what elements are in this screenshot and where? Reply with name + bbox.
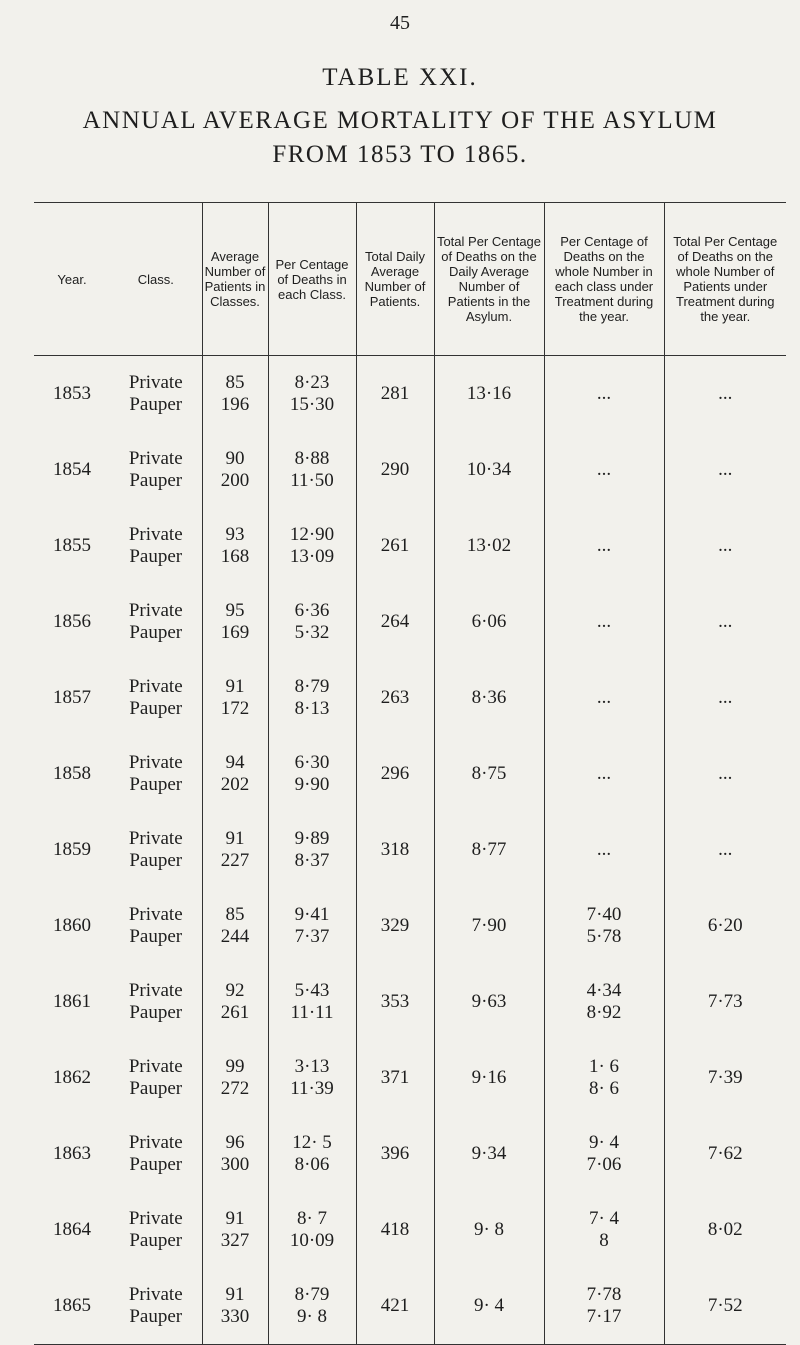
whole-private-value: ... [596, 535, 612, 556]
year-value: 1857 [53, 687, 91, 708]
table-row [34, 508, 786, 584]
table-row [34, 1192, 786, 1268]
private-number: 91 [225, 1208, 245, 1229]
year-cell [34, 1116, 110, 1192]
header-total-daily: Total Daily Average Number of Patients. [356, 203, 434, 356]
year-cell [34, 964, 110, 1040]
total-daily-cell [356, 1268, 434, 1345]
percentage-class-cell [268, 1192, 356, 1268]
year-cell [34, 812, 110, 888]
pauper-number: 172 [220, 698, 250, 719]
mortality-table [34, 202, 786, 1345]
pauper-number: 227 [220, 850, 250, 871]
total-percentage-value: 6·06 [471, 611, 507, 632]
total-percentage-whole-cell [664, 356, 786, 433]
total-percentage-value: 13·16 [466, 383, 512, 404]
pauper-number: 200 [220, 470, 250, 491]
year-value: 1862 [53, 1067, 91, 1088]
class-cell [110, 1268, 202, 1345]
pauper-percentage: 13·09 [289, 546, 335, 567]
private-percentage: 8·79 [294, 1284, 330, 1305]
private-number: 85 [225, 904, 245, 925]
percentage-whole-class-cell [544, 964, 664, 1040]
subtitle-line-1: ANNUAL AVERAGE MORTALITY OF THE ASYLUM [82, 107, 718, 134]
whole-private-value: 7·40 [586, 904, 622, 925]
percentage-whole-class-cell [544, 736, 664, 812]
table-row [34, 812, 786, 888]
total-percentage-daily-cell [434, 1116, 544, 1192]
class-private-label: Private [128, 524, 183, 545]
private-percentage: 3·13 [294, 1056, 330, 1077]
year-cell [34, 508, 110, 584]
total-percentage-daily-cell [434, 1268, 544, 1345]
year-value: 1854 [53, 459, 91, 480]
private-number: 96 [225, 1132, 245, 1153]
class-private-label: Private [128, 1284, 183, 1305]
whole-private-value: 1· 6 [588, 1056, 620, 1077]
private-number: 90 [225, 448, 245, 469]
total-whole-value: 8·02 [707, 1219, 743, 1240]
percentage-class-cell [268, 660, 356, 736]
total-percentage-whole-cell [664, 1116, 786, 1192]
class-private-label: Private [128, 676, 183, 697]
average-number-cell [202, 508, 268, 584]
year-cell [34, 660, 110, 736]
percentage-whole-class-cell [544, 584, 664, 660]
class-pauper-label: Pauper [129, 850, 183, 871]
year-value: 1860 [53, 915, 91, 936]
total-daily-cell [356, 584, 434, 660]
total-whole-value: ... [718, 839, 733, 860]
class-cell [110, 1040, 202, 1116]
class-private-label: Private [128, 1056, 183, 1077]
total-percentage-whole-cell [664, 508, 786, 584]
whole-private-value: 4·34 [586, 980, 622, 1001]
private-percentage: 9·89 [294, 828, 330, 849]
class-private-label: Private [128, 1208, 183, 1229]
private-percentage: 6·30 [294, 752, 330, 773]
class-private-label: Private [128, 980, 183, 1001]
percentage-whole-class-cell [544, 1268, 664, 1345]
private-number: 92 [225, 980, 245, 1001]
total-percentage-whole-cell [664, 1268, 786, 1345]
total-whole-value: 7·52 [707, 1295, 743, 1316]
private-number: 94 [225, 752, 245, 773]
total-daily-value: 263 [380, 687, 410, 708]
private-percentage: 9·41 [294, 904, 330, 925]
class-private-label: Private [128, 1132, 183, 1153]
total-whole-value: 6·20 [707, 915, 743, 936]
total-percentage-whole-cell [664, 888, 786, 964]
table-subtitle [0, 104, 800, 172]
total-daily-value: 290 [380, 459, 410, 480]
year-value: 1858 [53, 763, 91, 784]
class-pauper-label: Pauper [129, 1154, 183, 1175]
total-daily-cell [356, 356, 434, 433]
total-daily-value: 329 [380, 915, 410, 936]
average-number-cell [202, 1192, 268, 1268]
total-whole-value: 7·73 [707, 991, 743, 1012]
class-private-label: Private [128, 904, 183, 925]
table-row [34, 1116, 786, 1192]
table-row [34, 584, 786, 660]
header-year: Year. [34, 203, 110, 356]
average-number-cell [202, 888, 268, 964]
total-daily-value: 353 [380, 991, 410, 1012]
class-cell [110, 584, 202, 660]
private-number: 91 [225, 828, 245, 849]
total-whole-value: ... [718, 763, 733, 784]
whole-pauper-value: 7·17 [586, 1306, 622, 1327]
total-whole-value: ... [718, 535, 733, 556]
private-percentage: 6·36 [294, 600, 330, 621]
pauper-percentage: 8·06 [294, 1154, 330, 1175]
total-whole-value: ... [718, 611, 733, 632]
average-number-cell [202, 964, 268, 1040]
year-cell [34, 1268, 110, 1345]
pauper-percentage: 5·32 [294, 622, 330, 643]
total-percentage-value: 8·77 [471, 839, 507, 860]
average-number-cell [202, 432, 268, 508]
year-cell [34, 584, 110, 660]
percentage-class-cell [268, 812, 356, 888]
private-number: 91 [225, 676, 245, 697]
pauper-percentage: 11·50 [290, 470, 334, 491]
percentage-whole-class-cell [544, 1040, 664, 1116]
total-percentage-daily-cell [434, 1040, 544, 1116]
private-percentage: 5·43 [294, 980, 330, 1001]
class-cell [110, 812, 202, 888]
total-daily-value: 296 [380, 763, 410, 784]
table-row [34, 356, 786, 433]
year-value: 1856 [53, 611, 91, 632]
total-percentage-value: 8·36 [471, 687, 507, 708]
percentage-whole-class-cell [544, 888, 664, 964]
pauper-number: 300 [220, 1154, 250, 1175]
class-pauper-label: Pauper [129, 1002, 183, 1023]
whole-private-value: ... [596, 459, 612, 480]
total-percentage-daily-cell [434, 888, 544, 964]
total-whole-value: 7·39 [707, 1067, 743, 1088]
private-number: 85 [225, 372, 245, 393]
pauper-percentage: 7·37 [294, 926, 330, 947]
class-cell [110, 660, 202, 736]
whole-private-value: ... [596, 611, 612, 632]
total-daily-value: 418 [380, 1219, 410, 1240]
average-number-cell [202, 1116, 268, 1192]
total-daily-value: 281 [380, 383, 410, 404]
total-daily-cell [356, 736, 434, 812]
total-percentage-whole-cell [664, 1040, 786, 1116]
class-pauper-label: Pauper [129, 470, 183, 491]
total-percentage-daily-cell [434, 660, 544, 736]
total-percentage-whole-cell [664, 812, 786, 888]
class-cell [110, 1116, 202, 1192]
class-pauper-label: Pauper [129, 1078, 183, 1099]
percentage-whole-class-cell [544, 1116, 664, 1192]
private-percentage: 8·79 [294, 676, 330, 697]
average-number-cell [202, 736, 268, 812]
total-percentage-whole-cell [664, 432, 786, 508]
year-value: 1864 [53, 1219, 91, 1240]
pauper-number: 168 [220, 546, 250, 567]
percentage-whole-class-cell [544, 356, 664, 433]
total-percentage-whole-cell [664, 660, 786, 736]
average-number-cell [202, 812, 268, 888]
pauper-number: 169 [220, 622, 250, 643]
total-daily-cell [356, 432, 434, 508]
pauper-percentage: 9·90 [294, 774, 330, 795]
percentage-class-cell [268, 1268, 356, 1345]
subtitle-line-2: FROM 1853 TO 1865. [272, 141, 528, 168]
total-percentage-value: 9· 8 [473, 1219, 505, 1240]
header-total-percentage-daily: Total Per Centage of Deaths on the Daily Average Number of Patients in the Asylum. [434, 203, 544, 356]
total-whole-value: ... [718, 687, 733, 708]
year-cell [34, 736, 110, 812]
whole-pauper-value: 8·92 [586, 1002, 622, 1023]
pauper-number: 330 [220, 1306, 250, 1327]
percentage-whole-class-cell [544, 432, 664, 508]
whole-pauper-value: 8 [599, 1230, 609, 1251]
class-cell [110, 1192, 202, 1268]
class-pauper-label: Pauper [129, 1230, 183, 1251]
year-value: 1855 [53, 535, 91, 556]
year-cell [34, 356, 110, 433]
pauper-number: 261 [220, 1002, 250, 1023]
table-row [34, 1268, 786, 1345]
pauper-percentage: 8·37 [294, 850, 330, 871]
percentage-class-cell [268, 964, 356, 1040]
class-cell [110, 508, 202, 584]
total-percentage-value: 9· 4 [473, 1295, 505, 1316]
whole-private-value: ... [596, 687, 612, 708]
class-private-label: Private [128, 448, 183, 469]
average-number-cell [202, 1268, 268, 1345]
percentage-whole-class-cell [544, 1192, 664, 1268]
year-cell [34, 888, 110, 964]
total-percentage-value: 13·02 [466, 535, 512, 556]
pauper-number: 327 [220, 1230, 250, 1251]
total-daily-value: 421 [380, 1295, 410, 1316]
total-percentage-whole-cell [664, 736, 786, 812]
total-percentage-daily-cell [434, 736, 544, 812]
pauper-percentage: 9· 8 [296, 1306, 328, 1327]
average-number-cell [202, 356, 268, 433]
class-pauper-label: Pauper [129, 698, 183, 719]
average-number-cell [202, 660, 268, 736]
private-percentage: 8· 7 [296, 1208, 328, 1229]
total-daily-value: 371 [380, 1067, 410, 1088]
average-number-cell [202, 1040, 268, 1116]
table-row [34, 432, 786, 508]
total-whole-value: 7·62 [707, 1143, 743, 1164]
class-cell [110, 964, 202, 1040]
class-cell [110, 432, 202, 508]
total-percentage-daily-cell [434, 508, 544, 584]
total-percentage-daily-cell [434, 1192, 544, 1268]
private-number: 95 [225, 600, 245, 621]
percentage-class-cell [268, 432, 356, 508]
pauper-number: 196 [220, 394, 250, 415]
private-percentage: 8·88 [294, 448, 330, 469]
pauper-number: 272 [220, 1078, 250, 1099]
whole-pauper-value: 5·78 [586, 926, 622, 947]
percentage-whole-class-cell [544, 660, 664, 736]
table-row [34, 888, 786, 964]
table-row [34, 736, 786, 812]
private-number: 91 [225, 1284, 245, 1305]
year-cell [34, 432, 110, 508]
percentage-whole-class-cell [544, 508, 664, 584]
total-percentage-value: 10·34 [466, 459, 512, 480]
total-percentage-whole-cell [664, 1192, 786, 1268]
percentage-class-cell [268, 1040, 356, 1116]
total-percentage-value: 9·34 [471, 1143, 507, 1164]
pauper-number: 244 [220, 926, 250, 947]
class-private-label: Private [128, 828, 183, 849]
year-cell [34, 1040, 110, 1116]
class-pauper-label: Pauper [129, 622, 183, 643]
class-pauper-label: Pauper [129, 926, 183, 947]
year-value: 1861 [53, 991, 91, 1012]
total-daily-cell [356, 1040, 434, 1116]
whole-private-value: ... [596, 763, 612, 784]
pauper-number: 202 [220, 774, 250, 795]
private-percentage: 12·90 [289, 524, 335, 545]
header-class: Class. [110, 203, 202, 356]
average-number-cell [202, 584, 268, 660]
whole-private-value: 7· 4 [588, 1208, 620, 1229]
whole-private-value: 7·78 [586, 1284, 622, 1305]
page-number: 45 [390, 12, 410, 34]
total-percentage-daily-cell [434, 356, 544, 433]
class-private-label: Private [128, 600, 183, 621]
table-row [34, 964, 786, 1040]
class-pauper-label: Pauper [129, 394, 183, 415]
whole-pauper-value: 7·06 [586, 1154, 622, 1175]
header-row [34, 203, 786, 356]
year-value: 1853 [53, 383, 91, 404]
percentage-class-cell [268, 736, 356, 812]
total-whole-value: ... [718, 383, 733, 404]
table-title: TABLE XXI. [322, 64, 478, 91]
table-row [34, 1040, 786, 1116]
percentage-class-cell [268, 1116, 356, 1192]
private-percentage: 8·23 [294, 372, 330, 393]
whole-pauper-value: 8· 6 [588, 1078, 620, 1099]
percentage-whole-class-cell [544, 812, 664, 888]
pauper-percentage: 10·09 [289, 1230, 335, 1251]
year-cell [34, 1192, 110, 1268]
class-private-label: Private [128, 752, 183, 773]
whole-private-value: 9· 4 [588, 1132, 620, 1153]
class-pauper-label: Pauper [129, 546, 183, 567]
year-value: 1865 [53, 1295, 91, 1316]
total-percentage-whole-cell [664, 584, 786, 660]
total-percentage-daily-cell [434, 432, 544, 508]
total-percentage-value: 7·90 [471, 915, 507, 936]
class-cell [110, 356, 202, 433]
total-daily-cell [356, 964, 434, 1040]
percentage-class-cell [268, 356, 356, 433]
class-pauper-label: Pauper [129, 1306, 183, 1327]
total-percentage-value: 8·75 [471, 763, 507, 784]
header-percentage-class: Per Centage of Deaths in each Class. [268, 203, 356, 356]
header-total-percentage-whole: Total Per Centage of Deaths on the whole Number of Patients under Treatment during the year. [664, 203, 786, 356]
total-percentage-value: 9·63 [471, 991, 507, 1012]
percentage-class-cell [268, 508, 356, 584]
total-daily-value: 264 [380, 611, 410, 632]
total-daily-cell [356, 888, 434, 964]
total-percentage-value: 9·16 [471, 1067, 507, 1088]
total-daily-cell [356, 812, 434, 888]
header-percentage-whole-class: Per Centage of Deaths on the whole Number in each class under Treatment during the year. [544, 203, 664, 356]
total-percentage-daily-cell [434, 964, 544, 1040]
total-percentage-whole-cell [664, 964, 786, 1040]
private-number: 99 [225, 1056, 245, 1077]
pauper-percentage: 11·39 [290, 1078, 334, 1099]
percentage-class-cell [268, 584, 356, 660]
class-private-label: Private [128, 372, 183, 393]
pauper-percentage: 8·13 [294, 698, 330, 719]
total-percentage-daily-cell [434, 812, 544, 888]
year-value: 1863 [53, 1143, 91, 1164]
total-percentage-daily-cell [434, 584, 544, 660]
class-cell [110, 888, 202, 964]
class-cell [110, 736, 202, 812]
total-daily-cell [356, 660, 434, 736]
header-average-number: Average Number of Patients in Classes. [202, 203, 268, 356]
table-body [34, 356, 786, 1345]
total-daily-cell [356, 1192, 434, 1268]
whole-private-value: ... [596, 383, 612, 404]
private-number: 93 [225, 524, 245, 545]
total-daily-value: 396 [380, 1143, 410, 1164]
whole-private-value: ... [596, 839, 612, 860]
total-daily-cell [356, 508, 434, 584]
class-pauper-label: Pauper [129, 774, 183, 795]
table-row [34, 660, 786, 736]
total-daily-cell [356, 1116, 434, 1192]
total-whole-value: ... [718, 459, 733, 480]
total-daily-value: 318 [380, 839, 410, 860]
percentage-class-cell [268, 888, 356, 964]
year-value: 1859 [53, 839, 91, 860]
total-daily-value: 261 [380, 535, 410, 556]
pauper-percentage: 11·11 [290, 1002, 334, 1023]
pauper-percentage: 15·30 [289, 394, 335, 415]
private-percentage: 12· 5 [292, 1132, 332, 1153]
